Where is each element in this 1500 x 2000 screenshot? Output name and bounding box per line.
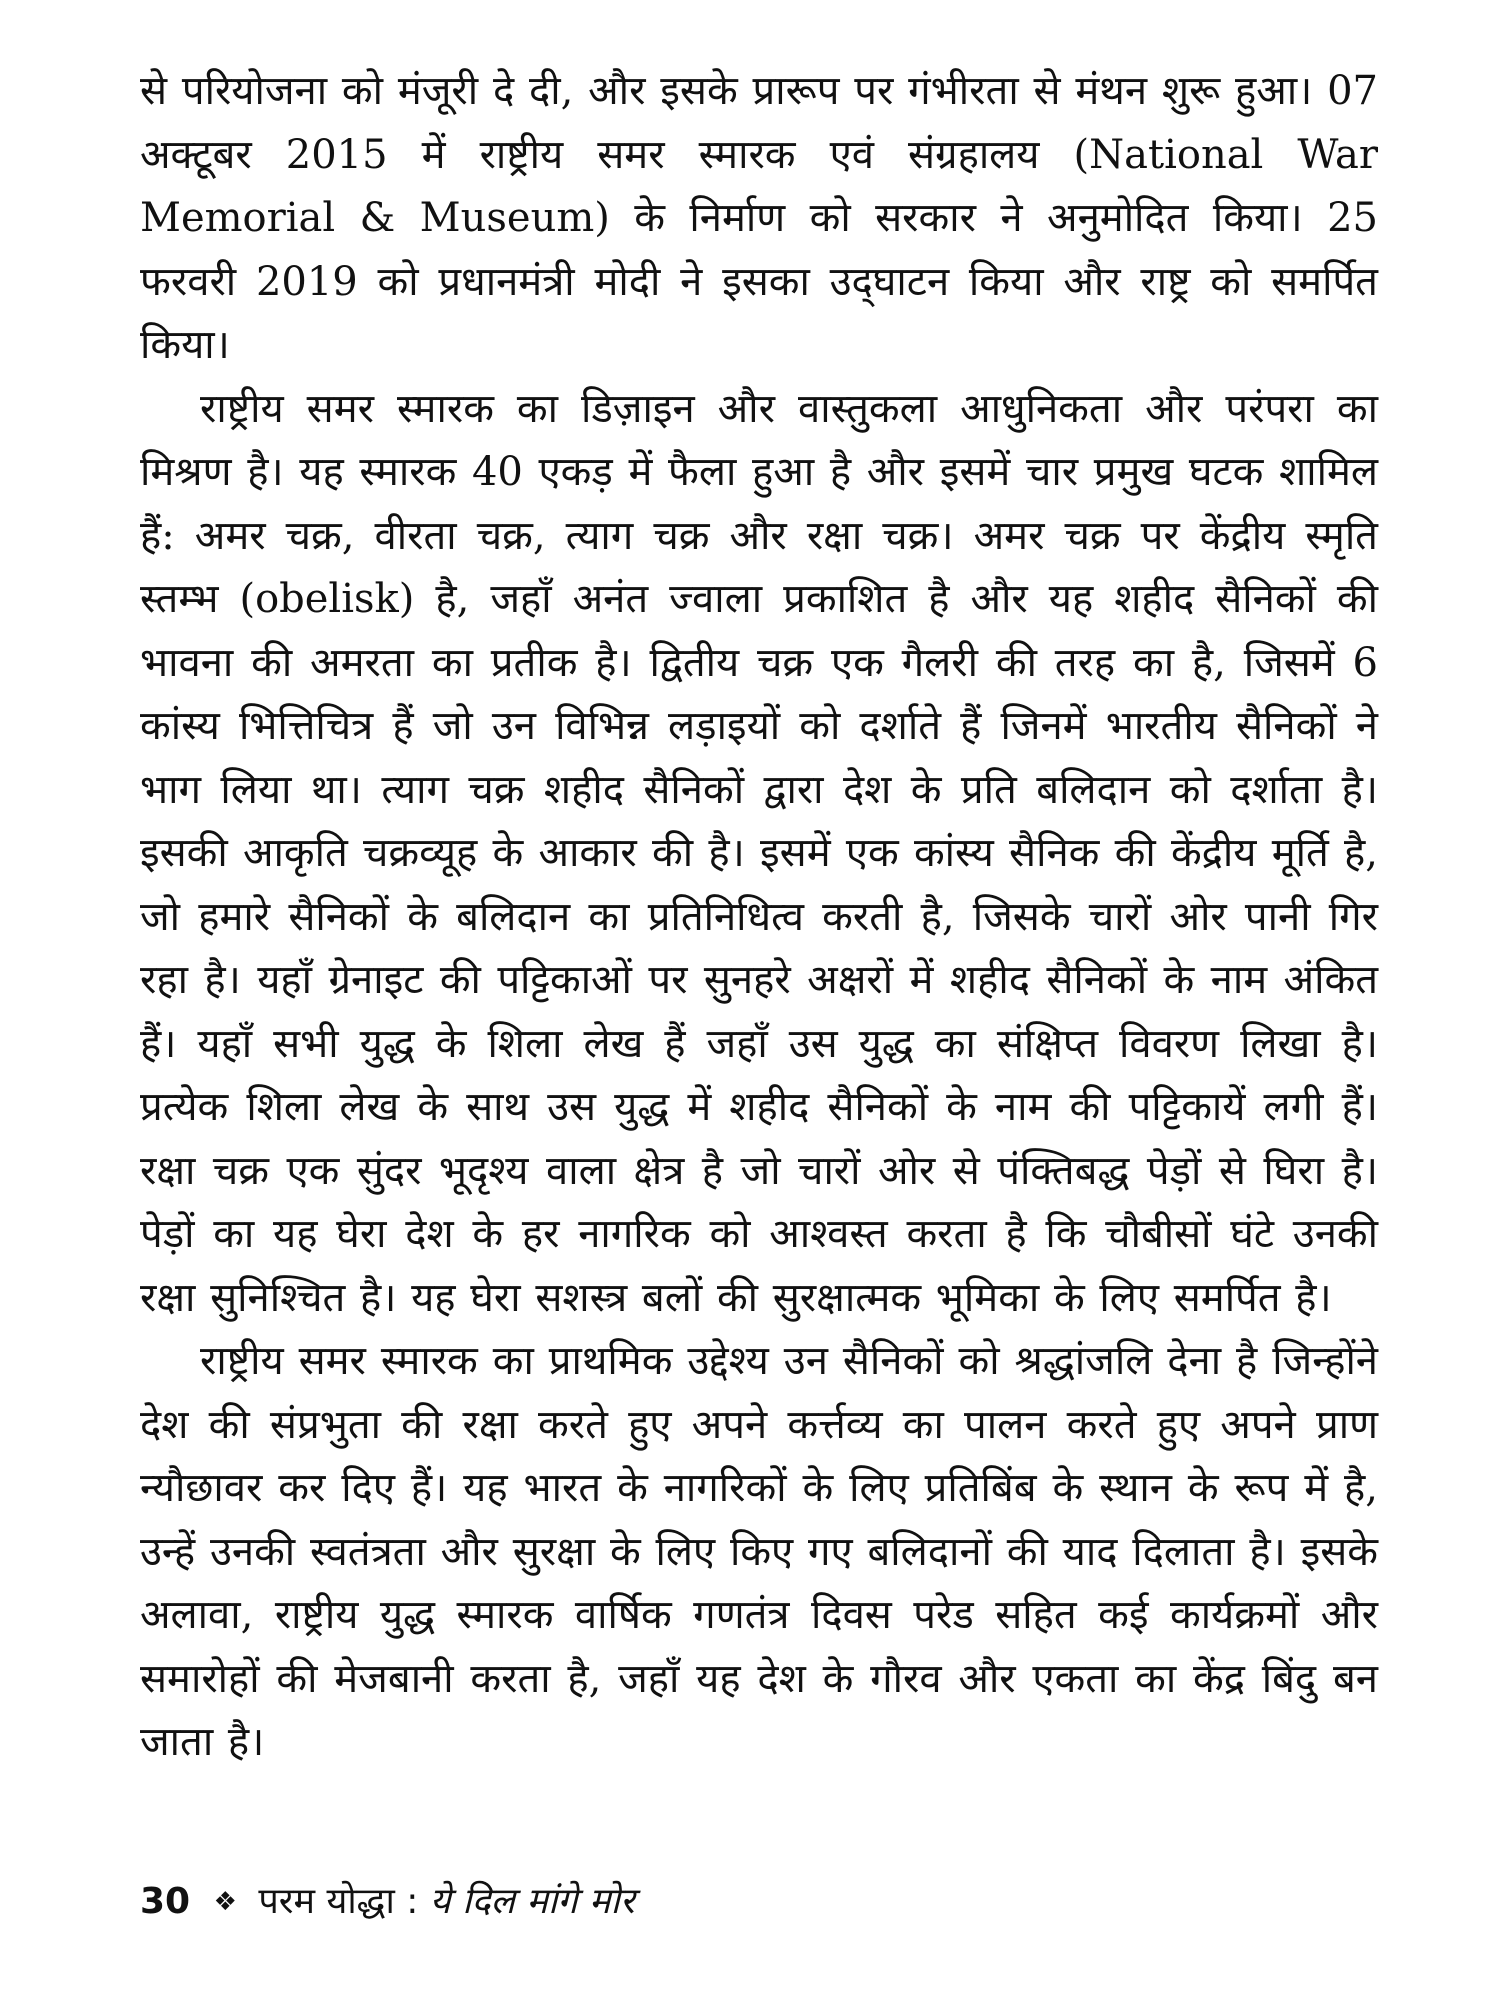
paragraph-3: राष्ट्रीय समर स्मारक का प्राथमिक उद्देश्य उन सैनिकों को श्रद्धांजलि देना है जिन्होंने देश की संप्रभुता की रक्षा करते हुए अपने कर्त्तव्य का पालन करते हुए अपने प्राण न्यौछावर कर दिए हैं। यह भारत के नागरिकों के लिए प्रतिबिंब के स्थान के रूप में है, उन्हें उनकी स्वतंत्रता और सुरक्षा के लिए किए गए बलिदानों की याद दिलाता है। इसके अलावा, राष्ट्रीय युद्ध स्मारक वार्षिक गणतंत्र दिवस परेड सहित कई कार्यक्रमों और समारोहों की मेजबानी करता है, जहाँ यह देश के गौरव और एकता का केंद्र बिंदु बन जाता है। — [140, 1338, 1378, 1765]
page-number: 30 — [140, 1881, 191, 1922]
paragraph-1: से परियोजना को मंजूरी दे दी, और इसके प्रारूप पर गंभीरता से मंथन शुरू हुआ। 07 अक्टूबर 2015 में राष्ट्रीय समर स्मारक एवं संग्रहालय (National War Memorial & Museum) के निर्माण को सरकार ने अनुमोदित किया। 25 फरवरी 2019 को प्रधानमंत्री मोदी ने इसका उद्‌घाटन किया और राष्ट्र को समर्पित किया। — [140, 68, 1378, 368]
page-footer — [140, 1880, 635, 1924]
page-body — [140, 60, 1378, 1775]
book-title: परम योद्धा : — [258, 1881, 419, 1922]
book-subtitle: ये दिल मांगे मोर — [429, 1881, 635, 1922]
paragraph-2: राष्ट्रीय समर स्मारक का डिज़ाइन और वास्तुकला आधुनिकता और परंपरा का मिश्रण है। यह स्मारक 40 एकड़ में फैला हुआ है और इसमें चार प्रमुख घटक शामिल हैं: अमर चक्र, वीरता चक्र, त्याग चक्र और रक्षा चक्र। अमर चक्र पर केंद्रीय स्मृति स्तम्भ (obelisk) है, जहाँ अनंत ज्वाला प्रकाशित है और यह शहीद सैनिकों की भावना की अमरता का प्रतीक है। द्वितीय चक्र एक गैलरी की तरह का है, जिसमें 6 कांस्य भित्तिचित्र हैं जो उन विभिन्न लड़ाइयों को दर्शाते हैं जिनमें भारतीय सैनिकों ने भाग लिया था। त्याग चक्र शहीद सैनिकों द्वारा देश के प्रति बलिदान को दर्शाता है। इसकी आकृति चक्रव्यूह के आकार की है। इसमें एक कांस्य सैनिक की केंद्रीय मूर्ति है, जो हमारे सैनिकों के बलिदान का प्रतिनिधित्व करती है, जिसके चारों ओर पानी गिर रहा है। यहाँ ग्रेनाइट की पट्टिकाओं पर सुनहरे अक्षरों में शहीद सैनिकों के नाम अंकित हैं। यहाँ सभी युद्ध के शिला लेख हैं जहाँ उस युद्ध का संक्षिप्त विवरण लिखा है। प्रत्येक शिला लेख के साथ उस युद्ध में शहीद सैनिकों के नाम की पट्टिकायें लगी हैं। रक्षा चक्र एक सुंदर भूदृश्य वाला क्षेत्र है जो चारों ओर से पंक्तिबद्ध पेड़ों से घिरा है। पेड़ों का यह घेरा देश के हर नागरिक को आश्वस्त करता है कि चौबीसों घंटे उनकी रक्षा सुनिश्चित है। यह घेरा सशस्त्र बलों की सुरक्षात्मक भूमिका के लिए समर्पित है। — [140, 385, 1378, 1321]
ornament-icon: ❖ — [213, 1887, 237, 1917]
